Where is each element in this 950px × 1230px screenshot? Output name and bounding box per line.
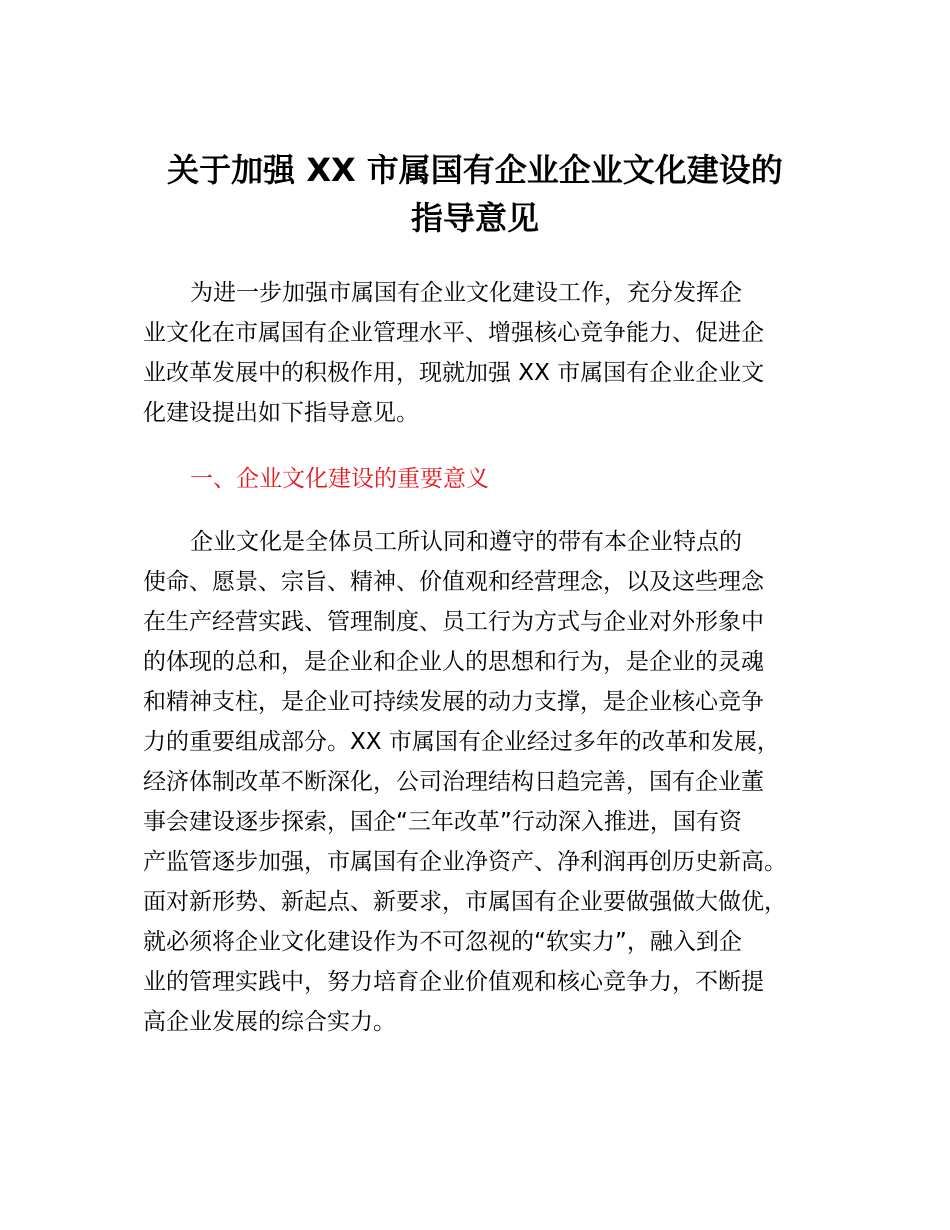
document-title: [120, 146, 830, 242]
paragraph-2-line-1: 企业文化是全体员工所认同和遵守的带有本企业特点的: [190, 529, 742, 555]
paragraph-2-line-6: 力的重要组成部分。XX 市属国有企业经过多年的改革和发展，: [143, 729, 780, 755]
paragraph-1-line-1: 为进一步加强市属国有企业文化建设工作，充分发挥企: [190, 280, 742, 306]
paragraph-1-line-2: 业文化在市属国有企业管理水平、增强核心竞争能力、促进企: [143, 320, 764, 346]
paragraph-1-line-3: 业改革发展中的积极作用，现就加强 XX 市属国有企业企业文: [143, 360, 765, 386]
title-line-1: 关于加强 XX 市属国有企业企业文化建设的: [167, 151, 783, 189]
paragraph-2-line-7: 经济体制改革不断深化，公司治理结构日趋完善，国有企业董: [143, 769, 764, 795]
section-1-heading: 一、企业文化建设的重要意义: [190, 466, 489, 492]
paragraph-2-line-9: 产监管逐步加强，市属国有企业净资产、净利润再创历史新高。: [143, 849, 787, 875]
paragraph-1-line-4: 化建设提出如下指导意见。: [143, 400, 419, 426]
paragraph-2-line-5: 和精神支柱，是企业可持续发展的动力支撑，是企业核心竞争: [143, 689, 764, 715]
paragraph-2-line-8: 事会建设逐步探索，国企“三年改革”行动深入推进，国有资: [143, 809, 742, 835]
paragraph-2-line-12: 业的管理实践中，努力培育企业价值观和核心竞争力，不断提: [143, 969, 764, 995]
paragraph-2-line-4: 的体现的总和，是企业和企业人的思想和行为，是企业的灵魂: [143, 649, 764, 675]
paragraph-2-line-10: 面对新形势、新起点、新要求，市属国有企业要做强做大做优，: [143, 889, 787, 915]
paragraph-2-line-11: 就必须将企业文化建设作为不可忽视的“软实力”，融入到企: [143, 929, 742, 955]
title-line-2: 指导意见: [410, 199, 539, 237]
paragraph-2-line-2: 使命、愿景、宗旨、精神、价值观和经营理念，以及这些理念: [143, 569, 764, 595]
paragraph-2-line-3: 在生产经营实践、管理制度、员工行为方式与企业对外形象中: [143, 609, 764, 635]
paragraph-2-line-13: 高企业发展的综合实力。: [143, 1009, 396, 1035]
